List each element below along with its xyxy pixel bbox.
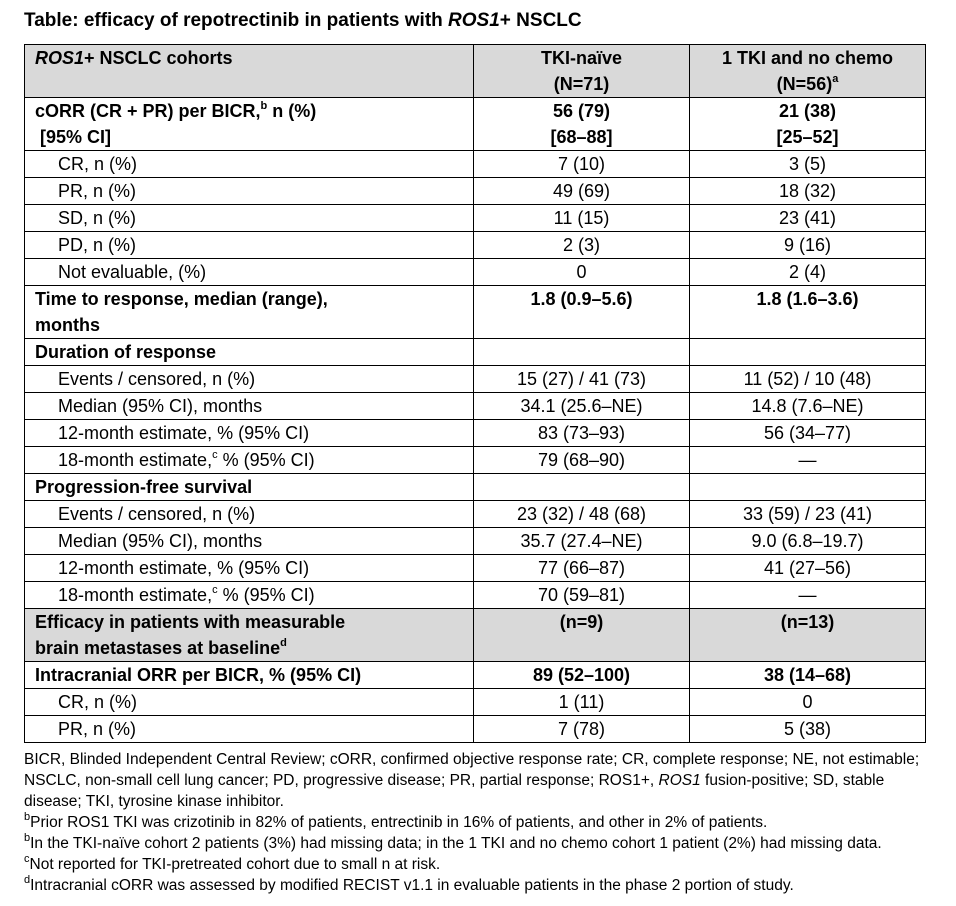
row-value-tki-naive: 2 (3) — [474, 232, 690, 259]
table-row — [25, 689, 926, 716]
header-col2-line2: (N=71) — [553, 74, 610, 94]
row-value-1tki: 38 (14–68) — [690, 662, 926, 689]
footnote-c — [24, 854, 926, 875]
empty-cell — [474, 339, 690, 366]
row-value-1tki: 14.8 (7.6–NE) — [690, 393, 926, 420]
row-value-tki-naive: 34.1 (25.6–NE) — [474, 393, 690, 420]
note-text: BICR, Blinded Independent Central Review; cORR, confirmed objective response rate; CR, complete response; NE, not estimable; NSCLC, non-small cell lung cancer; PD, progressive disease; PR, partial response; ROS1+, — [24, 751, 920, 789]
table-row — [25, 151, 926, 178]
row-value-tki-naive: 70 (59–81) — [474, 582, 690, 609]
empty-cell — [690, 339, 926, 366]
brain-line1: Efficacy in patients with measurable — [35, 612, 346, 632]
row-value-1tki: 23 (41) — [690, 205, 926, 232]
row-label — [25, 447, 474, 474]
label-part: % (95% CI) — [217, 585, 315, 605]
note-text: Not reported for TKI-pretreated cohort due to small n at risk. — [29, 856, 441, 873]
footnote-b2 — [24, 833, 926, 854]
table-row — [25, 420, 926, 447]
row-label: 12-month estimate, % (95% CI) — [25, 420, 474, 447]
label-part: 18-month estimate, — [58, 585, 213, 605]
row-value-tki-naive: 77 (66–87) — [474, 555, 690, 582]
corr-v2-line2: [68–88] — [550, 127, 613, 147]
label-part: 18-month estimate, — [58, 450, 213, 470]
row-value-tki-naive: 23 (32) / 48 (68) — [474, 501, 690, 528]
header-col3-line2 — [700, 71, 915, 97]
ttr-line2: months — [35, 315, 100, 335]
row-label — [25, 609, 474, 662]
section-heading-pfs — [25, 474, 926, 501]
corr-v3-line1: 21 (38) — [778, 101, 837, 121]
row-value-1tki: 11 (52) / 10 (48) — [690, 366, 926, 393]
note-text: In the TKI-naïve cohort 2 patients (3%) had missing data; in the 1 TKI and no chemo cohort 1 patient (2%) had missing data. — [30, 835, 882, 852]
corr-label-a: cORR (CR + PR) per BICR, — [35, 101, 261, 121]
efficacy-table — [24, 44, 926, 743]
row-value-1tki: 3 (5) — [690, 151, 926, 178]
title-prefix: Table: efficacy of repotrectinib in patients with — [24, 10, 449, 31]
table-row — [25, 178, 926, 205]
header-col2-line1: TKI-naïve — [540, 48, 623, 68]
row-value-1tki: 1.8 (1.6–3.6) — [690, 286, 926, 339]
ttr-line1: Time to response, median (range), — [35, 289, 328, 309]
row-value-tki-naive: 35.7 (27.4–NE) — [474, 528, 690, 555]
section-heading-dor — [25, 339, 926, 366]
row-value-tki-naive — [474, 98, 690, 151]
table-row — [25, 716, 926, 743]
section-heading: Progression-free survival — [25, 474, 474, 501]
footnote-d — [24, 875, 926, 896]
header-col3-line1: 1 TKI and no chemo — [721, 48, 894, 68]
section-heading-brain — [25, 609, 926, 662]
footnote-marker: b — [24, 810, 31, 823]
row-value-tki-naive: 79 (68–90) — [474, 447, 690, 474]
row-value-tki-naive: 1 (11) — [474, 689, 690, 716]
table-row — [25, 232, 926, 259]
row-label: CR, n (%) — [25, 689, 474, 716]
row-label: PD, n (%) — [25, 232, 474, 259]
row-label: Intracranial ORR per BICR, % (95% CI) — [25, 662, 474, 689]
row-value-tki-naive: 11 (15) — [474, 205, 690, 232]
table-row-time-to-response — [25, 286, 926, 339]
row-value-1tki: 9.0 (6.8–19.7) — [690, 528, 926, 555]
table-row — [25, 447, 926, 474]
row-value-tki-naive: (n=9) — [474, 609, 690, 662]
row-value-1tki: 18 (32) — [690, 178, 926, 205]
title-suffix: + NSCLC — [499, 10, 582, 31]
row-value-tki-naive: 7 (10) — [474, 151, 690, 178]
title-italic: ROS1 — [448, 10, 500, 31]
row-label: Events / censored, n (%) — [25, 366, 474, 393]
header-col1-text: + NSCLC cohorts — [84, 48, 233, 68]
table-row — [25, 528, 926, 555]
row-label — [25, 286, 474, 339]
table-row — [25, 393, 926, 420]
row-value-1tki: 33 (59) / 23 (41) — [690, 501, 926, 528]
empty-cell — [690, 474, 926, 501]
header-col1-italic: ROS1 — [35, 48, 85, 68]
row-label: PR, n (%) — [25, 716, 474, 743]
footnote-marker: c — [24, 852, 30, 865]
row-value-1tki: 0 — [690, 689, 926, 716]
row-value-tki-naive: 7 (78) — [474, 716, 690, 743]
section-heading: Duration of response — [25, 339, 474, 366]
table-title — [24, 6, 926, 36]
corr-label-ci: [95% CI] — [35, 127, 112, 147]
row-label: Median (95% CI), months — [25, 393, 474, 420]
row-label: 12-month estimate, % (95% CI) — [25, 555, 474, 582]
row-label — [25, 582, 474, 609]
row-value-tki-naive: 0 — [474, 259, 690, 286]
header-col3-n: (N=56) — [776, 74, 833, 94]
document — [24, 6, 926, 896]
header-row — [25, 45, 926, 98]
table-row — [25, 555, 926, 582]
label-part: % (95% CI) — [217, 450, 315, 470]
row-label: Median (95% CI), months — [25, 528, 474, 555]
row-value-1tki: 41 (27–56) — [690, 555, 926, 582]
table-row — [25, 582, 926, 609]
note-text: Prior ROS1 TKI was crizotinib in 82% of patients, entrectinib in 16% of patients, and other in 2% of patients. — [30, 814, 768, 831]
row-value-tki-naive: 83 (73–93) — [474, 420, 690, 447]
header-col3 — [690, 45, 926, 98]
abbreviations-note — [24, 749, 926, 812]
empty-cell — [474, 474, 690, 501]
row-value-1tki: — — [690, 447, 926, 474]
brain-line2 — [35, 635, 463, 661]
row-label: Events / censored, n (%) — [25, 501, 474, 528]
label-part: brain metastases at baseline — [35, 638, 281, 658]
footnote-marker: b — [260, 100, 268, 112]
footnote-marker: c — [212, 449, 218, 461]
note-text: Intracranial cORR was assessed by modified RECIST v1.1 in evaluable patients in the phase 2 portion of study. — [30, 877, 794, 894]
footnote-marker: d — [24, 873, 31, 886]
table-row — [25, 259, 926, 286]
table-row-intracranial-orr — [25, 662, 926, 689]
corr-label-b: n (%) — [267, 101, 317, 121]
footnote-b1 — [24, 812, 926, 833]
row-value-1tki: 5 (38) — [690, 716, 926, 743]
row-value-1tki: — — [690, 582, 926, 609]
row-value-tki-naive: 15 (27) / 41 (73) — [474, 366, 690, 393]
header-col2 — [474, 45, 690, 98]
table-row — [25, 205, 926, 232]
header-col1 — [25, 45, 474, 98]
corr-label-line1 — [35, 98, 463, 124]
table-row — [25, 501, 926, 528]
note-text: fusion-positive; SD, stable disease; TKI, tyrosine kinase inhibitor. — [24, 772, 885, 810]
row-label — [25, 98, 474, 151]
row-label: Not evaluable, (%) — [25, 259, 474, 286]
row-label: SD, n (%) — [25, 205, 474, 232]
footnote-marker: c — [212, 584, 218, 596]
row-value-tki-naive: 1.8 (0.9–5.6) — [474, 286, 690, 339]
note-italic: ROS1 — [658, 772, 701, 789]
footnotes — [24, 749, 926, 896]
row-value-1tki: 56 (34–77) — [690, 420, 926, 447]
table-row — [25, 366, 926, 393]
row-value-tki-naive: 49 (69) — [474, 178, 690, 205]
table-row-corr — [25, 98, 926, 151]
corr-v2-line1: 56 (79) — [552, 101, 611, 121]
row-label: CR, n (%) — [25, 151, 474, 178]
row-value-1tki — [690, 98, 926, 151]
row-label: PR, n (%) — [25, 178, 474, 205]
footnote-marker: d — [280, 637, 287, 649]
row-value-1tki: (n=13) — [690, 609, 926, 662]
corr-v3-line2: [25–52] — [776, 127, 839, 147]
row-value-1tki: 9 (16) — [690, 232, 926, 259]
row-value-1tki: 2 (4) — [690, 259, 926, 286]
footnote-marker: b — [24, 831, 31, 844]
row-value-tki-naive: 89 (52–100) — [474, 662, 690, 689]
footnote-marker: a — [832, 73, 839, 85]
